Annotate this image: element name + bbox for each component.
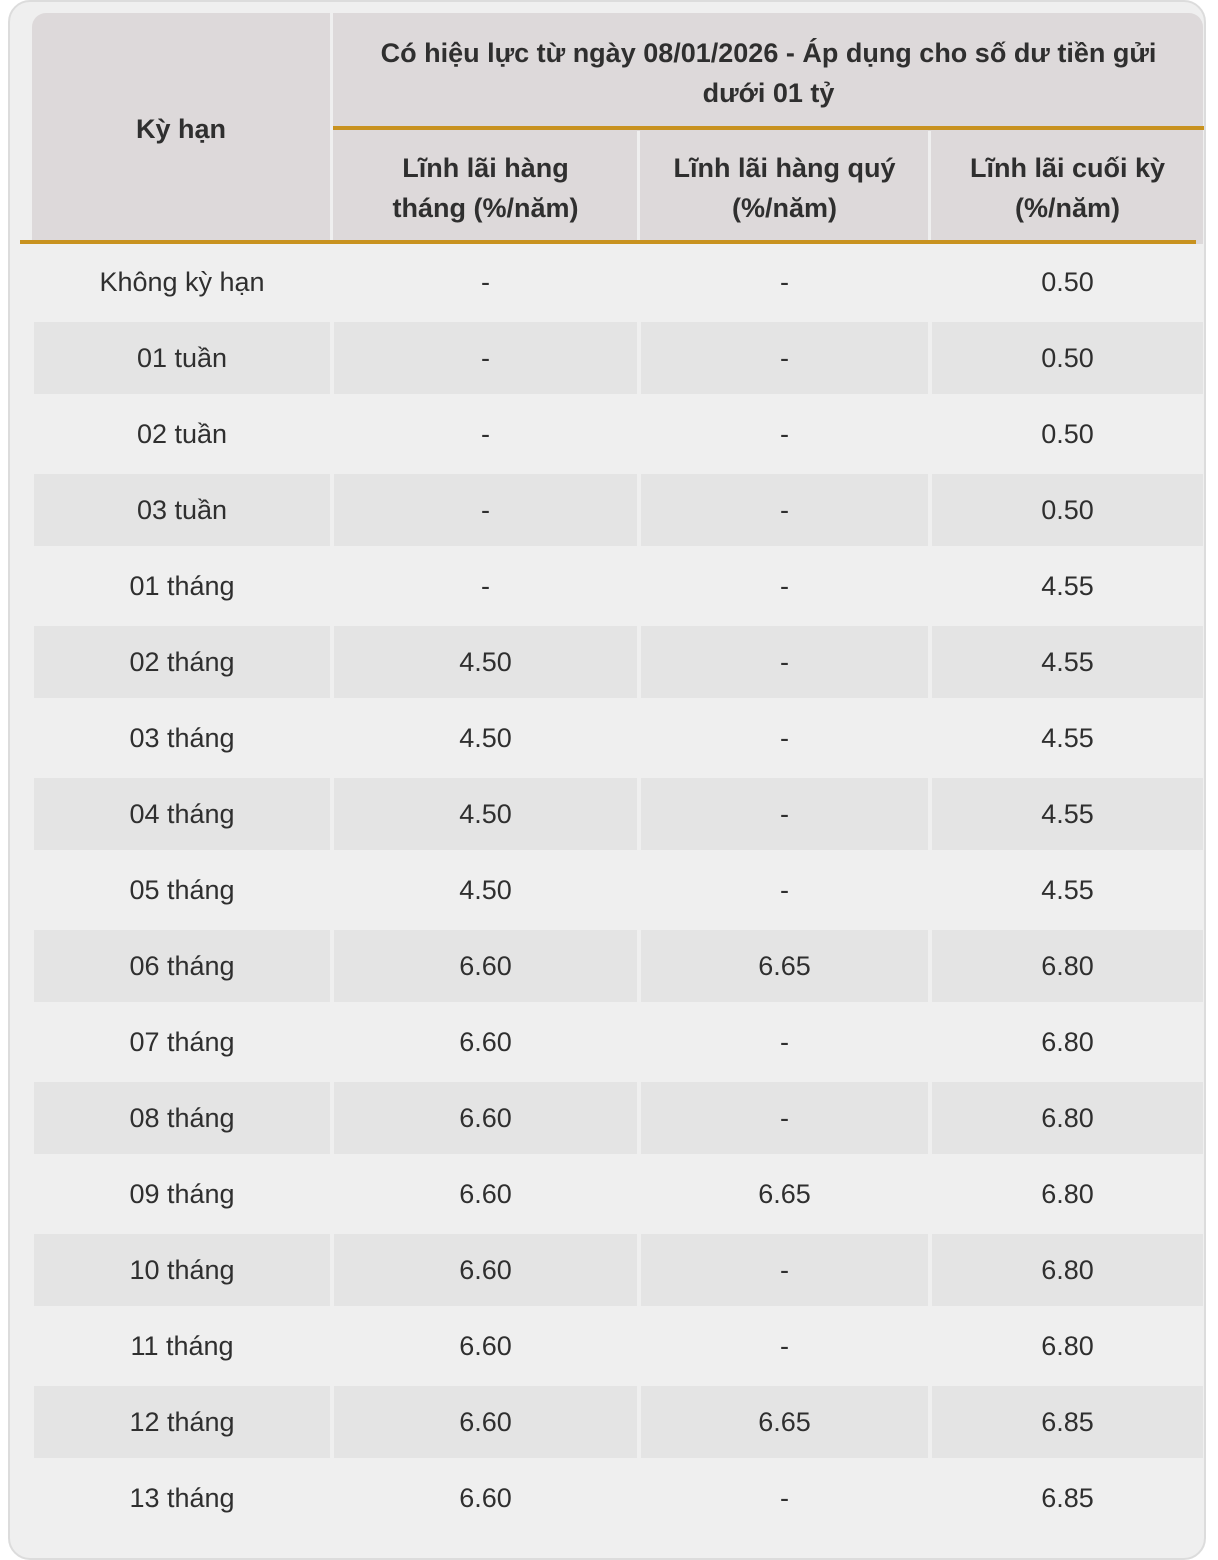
table-row [34, 1158, 1203, 1230]
cell-monthly: 6.60 [334, 1386, 637, 1458]
cell-monthly: 6.60 [459, 1482, 512, 1513]
cell-term: 03 tháng [129, 722, 235, 753]
table-row [34, 398, 1203, 470]
table-row [34, 1082, 1203, 1154]
cell-quarterly: - [641, 1234, 928, 1306]
cell-quarterly: - [780, 1330, 789, 1361]
cell-monthly: - [334, 474, 637, 546]
cell-end-of-term: 0.50 [1041, 418, 1094, 449]
cell-term: 04 tháng [34, 778, 330, 850]
table-row [34, 626, 1203, 698]
cell-term: 01 tháng [129, 570, 235, 601]
cell-term: 10 tháng [34, 1234, 330, 1306]
header-term: Kỳ hạn [135, 113, 227, 144]
header-divider [928, 131, 931, 244]
cell-monthly: - [334, 322, 637, 394]
cell-monthly: 6.60 [334, 1234, 637, 1306]
rate-table-container [8, 0, 1206, 1560]
table-header [32, 13, 1203, 244]
cell-quarterly: - [641, 626, 928, 698]
table-row [34, 930, 1203, 1002]
cell-monthly: 6.60 [459, 1026, 512, 1057]
table-row [34, 1310, 1203, 1382]
cell-term: 07 tháng [129, 1026, 235, 1057]
cell-monthly: 4.50 [334, 778, 637, 850]
cell-quarterly: - [780, 570, 789, 601]
cell-end-of-term: 4.55 [1041, 874, 1094, 905]
table-row [34, 550, 1203, 622]
table-row [34, 1234, 1203, 1306]
cell-end-of-term: 0.50 [932, 474, 1203, 546]
header-bottom-gold-rule [20, 240, 1196, 244]
cell-term: 13 tháng [129, 1482, 235, 1513]
header-monthly: Lĩnh lãi hàng tháng (%/năm) [392, 152, 579, 223]
cell-quarterly: - [641, 778, 928, 850]
cell-monthly: 6.60 [334, 1082, 637, 1154]
cell-term: 06 tháng [34, 930, 330, 1002]
cell-quarterly: - [641, 1082, 928, 1154]
cell-quarterly: - [780, 722, 789, 753]
table-row [34, 702, 1203, 774]
cell-quarterly: 6.65 [758, 1178, 811, 1209]
header-quarterly: Lĩnh lãi hàng quý (%/năm) [673, 152, 896, 223]
header-gold-rule [333, 126, 1204, 130]
cell-end-of-term: 6.80 [1041, 1026, 1094, 1057]
cell-monthly: 6.60 [459, 1330, 512, 1361]
cell-term: 11 tháng [130, 1330, 234, 1361]
cell-monthly: 6.60 [459, 1178, 512, 1209]
cell-monthly: 6.60 [334, 930, 637, 1002]
cell-monthly: 4.50 [334, 626, 637, 698]
cell-quarterly: 6.65 [641, 1386, 928, 1458]
cell-term: 08 tháng [34, 1082, 330, 1154]
cell-end-of-term: 4.55 [932, 778, 1203, 850]
table-row [34, 1462, 1203, 1534]
table-row [34, 246, 1203, 318]
cell-monthly: 4.50 [459, 874, 512, 905]
header-end-of-term: Lĩnh lãi cuối kỳ (%/năm) [969, 152, 1166, 223]
table-row [34, 778, 1203, 850]
cell-end-of-term: 6.85 [932, 1386, 1203, 1458]
cell-quarterly: - [641, 474, 928, 546]
cell-end-of-term: 4.55 [1041, 722, 1094, 753]
cell-end-of-term: 0.50 [1041, 266, 1094, 297]
table-row [34, 1006, 1203, 1078]
cell-term: 02 tuần [136, 418, 228, 449]
cell-end-of-term: 6.80 [1041, 1178, 1094, 1209]
cell-end-of-term: 6.80 [932, 930, 1203, 1002]
cell-end-of-term: 6.80 [932, 1234, 1203, 1306]
cell-quarterly: - [780, 266, 789, 297]
table-row [34, 1386, 1203, 1458]
cell-end-of-term: 4.55 [1041, 570, 1094, 601]
table-row [34, 854, 1203, 926]
cell-term: 05 tháng [129, 874, 235, 905]
cell-term: 09 tháng [129, 1178, 235, 1209]
table-row [34, 474, 1203, 546]
cell-quarterly: 6.65 [641, 930, 928, 1002]
cell-end-of-term: 4.55 [932, 626, 1203, 698]
cell-monthly: 4.50 [459, 722, 512, 753]
cell-end-of-term: 0.50 [932, 322, 1203, 394]
header-effective-date: Có hiệu lực từ ngày 08/01/2026 - Áp dụng cho số dư tiền gửi dưới 01 tỷ [380, 38, 1157, 108]
cell-end-of-term: 6.80 [932, 1082, 1203, 1154]
cell-monthly: - [481, 266, 490, 297]
table-row [34, 322, 1203, 394]
cell-monthly: - [481, 418, 490, 449]
cell-quarterly: - [641, 322, 928, 394]
cell-end-of-term: 6.85 [1041, 1482, 1094, 1513]
cell-quarterly: - [780, 874, 789, 905]
cell-term: 01 tuần [34, 322, 330, 394]
cell-term: Không kỳ hạn [99, 266, 265, 297]
cell-quarterly: - [780, 418, 789, 449]
cell-quarterly: - [780, 1482, 789, 1513]
cell-term: 12 tháng [34, 1386, 330, 1458]
cell-end-of-term: 6.80 [1041, 1330, 1094, 1361]
cell-term: 03 tuần [34, 474, 330, 546]
header-divider [637, 131, 640, 244]
cell-monthly: - [481, 570, 490, 601]
cell-term: 02 tháng [34, 626, 330, 698]
cell-quarterly: - [780, 1026, 789, 1057]
